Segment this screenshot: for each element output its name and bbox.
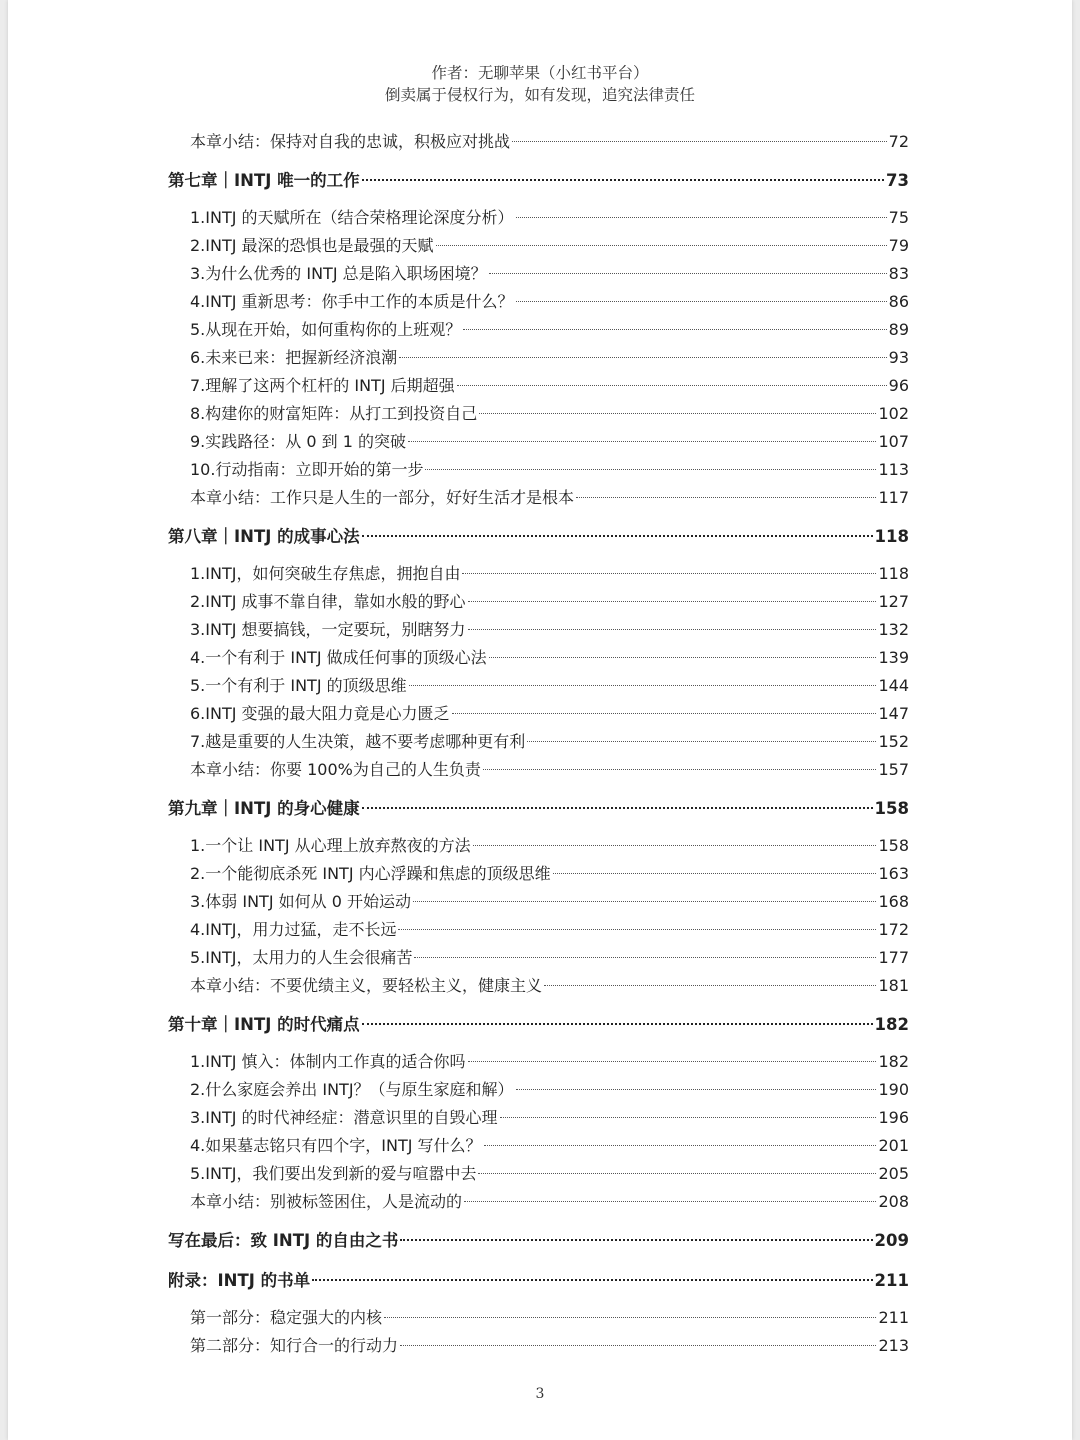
toc-section-entry	[168, 616, 909, 644]
dot-leader	[362, 807, 873, 809]
toc-section-entry	[168, 1104, 909, 1132]
dot-leader	[398, 929, 876, 930]
dot-leader	[479, 413, 876, 414]
toc-entry-title: 4.INTJ 重新思考：你手中工作的本质是什么？	[190, 292, 514, 311]
toc-entry-page: 163	[878, 864, 909, 883]
toc-entry-page: 211	[878, 1308, 909, 1327]
toc-section-entry	[168, 588, 909, 616]
toc-entry-title: 5.一个有利于 INTJ 的顶级思维	[190, 676, 407, 695]
toc-entry-title: 本章小结：你要 100%为自己的人生负责	[190, 760, 481, 779]
toc-entry-page: 209	[874, 1231, 909, 1250]
toc-section-entry	[168, 728, 909, 756]
toc-entry-title: 2.INTJ 成事不靠自律，靠如水般的野心	[190, 592, 466, 611]
toc-section-entry	[168, 316, 909, 344]
page-number: 3	[535, 1386, 545, 1402]
dot-leader	[463, 329, 886, 330]
dot-leader	[362, 535, 873, 537]
toc-section-entry	[168, 484, 909, 512]
dot-leader	[553, 873, 877, 874]
dot-leader	[468, 629, 877, 630]
dot-leader	[400, 1345, 876, 1346]
dot-leader	[457, 385, 887, 386]
toc-entry-page: 89	[888, 320, 909, 339]
dot-leader	[462, 573, 876, 574]
toc-entry-title: 本章小结：别被标签困住，人是流动的	[190, 1192, 463, 1211]
toc-entry-page: 93	[888, 348, 909, 367]
toc-section-entry	[168, 1048, 909, 1076]
toc-entry-title: 2.什么家庭会养出 INTJ？（与原生家庭和解）	[190, 1080, 514, 1099]
toc-entry-title: 5.INTJ，太用力的人生会很痛苦	[190, 948, 413, 967]
toc-section-entry	[168, 700, 909, 728]
toc-entry-page: 205	[878, 1164, 909, 1183]
toc-entry-title: 第十章｜INTJ 的时代痛点	[168, 1015, 360, 1034]
toc-entry-title: 7.理解了这两个杠杆的 INTJ 后期超强	[190, 376, 455, 395]
dot-leader	[408, 441, 876, 442]
toc-entry-page: 208	[878, 1192, 909, 1211]
toc-section-entry	[168, 1188, 909, 1216]
toc-entry-page: 86	[888, 292, 909, 311]
toc-chapter-entry	[168, 1226, 909, 1256]
dot-leader	[436, 245, 887, 246]
dot-leader	[409, 685, 877, 686]
dot-leader	[483, 769, 877, 770]
toc-section-entry	[168, 756, 909, 784]
dot-leader	[500, 1117, 877, 1118]
toc-entry-page: 117	[878, 488, 909, 507]
toc-entry-page: 181	[878, 976, 909, 995]
dot-leader	[516, 301, 887, 302]
toc-section-entry	[168, 1076, 909, 1104]
toc-entry-title: 4.一个有利于 INTJ 做成任何事的顶级心法	[190, 648, 487, 667]
dot-leader	[484, 1145, 877, 1146]
toc-entry-title: 第八章｜INTJ 的成事心法	[168, 527, 360, 546]
toc-entry-title: 2.一个能彻底杀死 INTJ 内心浮躁和焦虑的顶级思维	[190, 864, 551, 883]
toc-entry-title: 6.INTJ 变强的最大阻力竟是心力匮乏	[190, 704, 450, 723]
toc-section-entry	[168, 916, 909, 944]
dot-leader	[516, 1089, 877, 1090]
dot-leader	[478, 1173, 876, 1174]
toc-entry-page: 157	[878, 760, 909, 779]
dot-leader	[516, 217, 887, 218]
author-line: 作者：无聊苹果（小红书平台）	[431, 64, 649, 82]
dot-leader	[468, 601, 877, 602]
toc-entry-page: 152	[878, 732, 909, 751]
toc-section-entry	[168, 1304, 909, 1332]
toc-section-entry	[168, 260, 909, 288]
toc-entry-page: 182	[878, 1052, 909, 1071]
dot-leader	[414, 957, 876, 958]
dot-leader	[544, 985, 876, 986]
toc-section-entry	[168, 944, 909, 972]
toc-chapter-entry	[168, 166, 909, 196]
copyright-notice: 倒卖属于侵权行为，如有发现，追究法律责任	[384, 86, 695, 104]
toc-entry-page: 158	[874, 799, 909, 818]
toc-entry-title: 1.INTJ 的天赋所在（结合荣格理论深度分析）	[190, 208, 514, 227]
toc-entry-title: 6.未来已来：把握新经济浪潮	[190, 348, 398, 367]
dot-leader	[362, 1023, 873, 1025]
toc-section-entry	[168, 832, 909, 860]
dot-leader	[312, 1279, 872, 1281]
toc-entry-page: 113	[878, 460, 909, 479]
toc-section-entry	[168, 644, 909, 672]
dot-leader	[512, 141, 887, 142]
toc-entry-title: 本章小结：保持对自我的忠诚，积极应对挑战	[190, 132, 511, 151]
toc-entry-title: 9.实践路径：从 0 到 1 的突破	[190, 432, 406, 451]
toc-section-entry	[168, 860, 909, 888]
toc-entry-page: 139	[878, 648, 909, 667]
toc-entry-page: 190	[878, 1080, 909, 1099]
toc-entry-title: 5.从现在开始，如何重构你的上班观？	[190, 320, 462, 339]
toc-entry-page: 201	[878, 1136, 909, 1155]
toc-entry-page: 73	[886, 171, 909, 190]
toc-entry-title: 4.INTJ，用力过猛，走不长远	[190, 920, 397, 939]
toc-section-entry	[168, 232, 909, 260]
dot-leader	[413, 901, 876, 902]
toc-entry-title: 7.越是重要的人生决策，越不要考虑哪种更有利	[190, 732, 526, 751]
toc-entry-page: 132	[878, 620, 909, 639]
toc-section-entry	[168, 672, 909, 700]
toc-chapter-entry	[168, 1266, 909, 1296]
toc-section-entry	[168, 128, 909, 156]
toc-entry-page: 213	[878, 1336, 909, 1355]
document-page	[8, 0, 1072, 1440]
toc-chapter-entry	[168, 522, 909, 552]
toc-entry-page: 177	[878, 948, 909, 967]
toc-entry-page: 127	[878, 592, 909, 611]
toc-chapter-entry	[168, 1010, 909, 1040]
toc-entry-page: 211	[874, 1271, 909, 1290]
toc-entry-title: 本章小结：不要优绩主义，要轻松主义，健康主义	[190, 976, 543, 995]
toc-entry-title: 第二部分：知行合一的行动力	[190, 1336, 399, 1355]
toc-entry-page: 158	[878, 836, 909, 855]
toc-section-entry	[168, 372, 909, 400]
dot-leader	[473, 845, 877, 846]
toc-section-entry	[168, 1132, 909, 1160]
toc-entry-title: 第七章｜INTJ 唯一的工作	[168, 171, 360, 190]
toc-entry-page: 118	[878, 564, 909, 583]
toc-section-entry	[168, 400, 909, 428]
toc-entry-page: 144	[878, 676, 909, 695]
toc-entry-page: 83	[888, 264, 909, 283]
toc-entry-page: 196	[878, 1108, 909, 1127]
toc-section-entry	[168, 972, 909, 1000]
dot-leader	[489, 273, 887, 274]
dot-leader	[384, 1317, 876, 1318]
toc-entry-title: 3.INTJ 的时代神经症：潜意识里的自毁心理	[190, 1108, 498, 1127]
dot-leader	[489, 657, 877, 658]
toc-entry-title: 3.为什么优秀的 INTJ 总是陷入职场困境？	[190, 264, 487, 283]
dot-leader	[399, 357, 886, 358]
toc-entry-title: 本章小结：工作只是人生的一部分，好好生活才是根本	[190, 488, 575, 507]
toc-entry-page: 118	[874, 527, 909, 546]
toc-entry-title: 8.构建你的财富矩阵：从打工到投资自己	[190, 404, 478, 423]
table-of-contents	[168, 128, 909, 1360]
toc-entry-page: 102	[878, 404, 909, 423]
toc-entry-page: 147	[878, 704, 909, 723]
toc-entry-title: 3.体弱 INTJ 如何从 0 开始运动	[190, 892, 411, 911]
toc-entry-page: 79	[888, 236, 909, 255]
toc-entry-title: 5.INTJ，我们要出发到新的爱与喧嚣中去	[190, 1164, 477, 1183]
toc-entry-title: 第九章｜INTJ 的身心健康	[168, 799, 360, 818]
toc-entry-title: 3.INTJ 想要搞钱，一定要玩，别瞎努力	[190, 620, 466, 639]
dot-leader	[452, 713, 877, 714]
toc-entry-page: 107	[878, 432, 909, 451]
toc-section-entry	[168, 1160, 909, 1188]
toc-entry-page: 75	[888, 208, 909, 227]
toc-entry-page: 182	[874, 1015, 909, 1034]
toc-section-entry	[168, 428, 909, 456]
toc-entry-title: 附录：INTJ 的书单	[168, 1271, 311, 1290]
toc-entry-title: 1.一个让 INTJ 从心理上放弃熬夜的方法	[190, 836, 471, 855]
toc-entry-title: 1.INTJ，如何突破生存焦虑，拥抱自由	[190, 564, 461, 583]
toc-entry-page: 96	[888, 376, 909, 395]
toc-section-entry	[168, 456, 909, 484]
toc-entry-page: 172	[878, 920, 909, 939]
dot-leader	[425, 469, 876, 470]
toc-section-entry	[168, 204, 909, 232]
toc-chapter-entry	[168, 794, 909, 824]
toc-entry-title: 2.INTJ 最深的恐惧也是最强的天赋	[190, 236, 434, 255]
toc-section-entry	[168, 888, 909, 916]
dot-leader	[362, 179, 884, 181]
dot-leader	[576, 497, 876, 498]
toc-entry-page: 168	[878, 892, 909, 911]
dot-leader	[400, 1239, 872, 1241]
toc-entry-title: 10.行动指南：立即开始的第一步	[190, 460, 424, 479]
toc-entry-title: 写在最后：致 INTJ 的自由之书	[168, 1231, 399, 1250]
toc-entry-title: 第一部分：稳定强大的内核	[190, 1308, 383, 1327]
toc-entry-title: 1.INTJ 慎入：体制内工作真的适合你吗	[190, 1052, 466, 1071]
toc-entry-title: 4.如果墓志铭只有四个字，INTJ 写什么？	[190, 1136, 482, 1155]
dot-leader	[527, 741, 876, 742]
toc-section-entry	[168, 560, 909, 588]
toc-entry-page: 72	[888, 132, 909, 151]
toc-section-entry	[168, 288, 909, 316]
toc-section-entry	[168, 1332, 909, 1360]
toc-section-entry	[168, 344, 909, 372]
dot-leader	[464, 1201, 876, 1202]
dot-leader	[468, 1061, 877, 1062]
page-header	[8, 62, 1072, 106]
